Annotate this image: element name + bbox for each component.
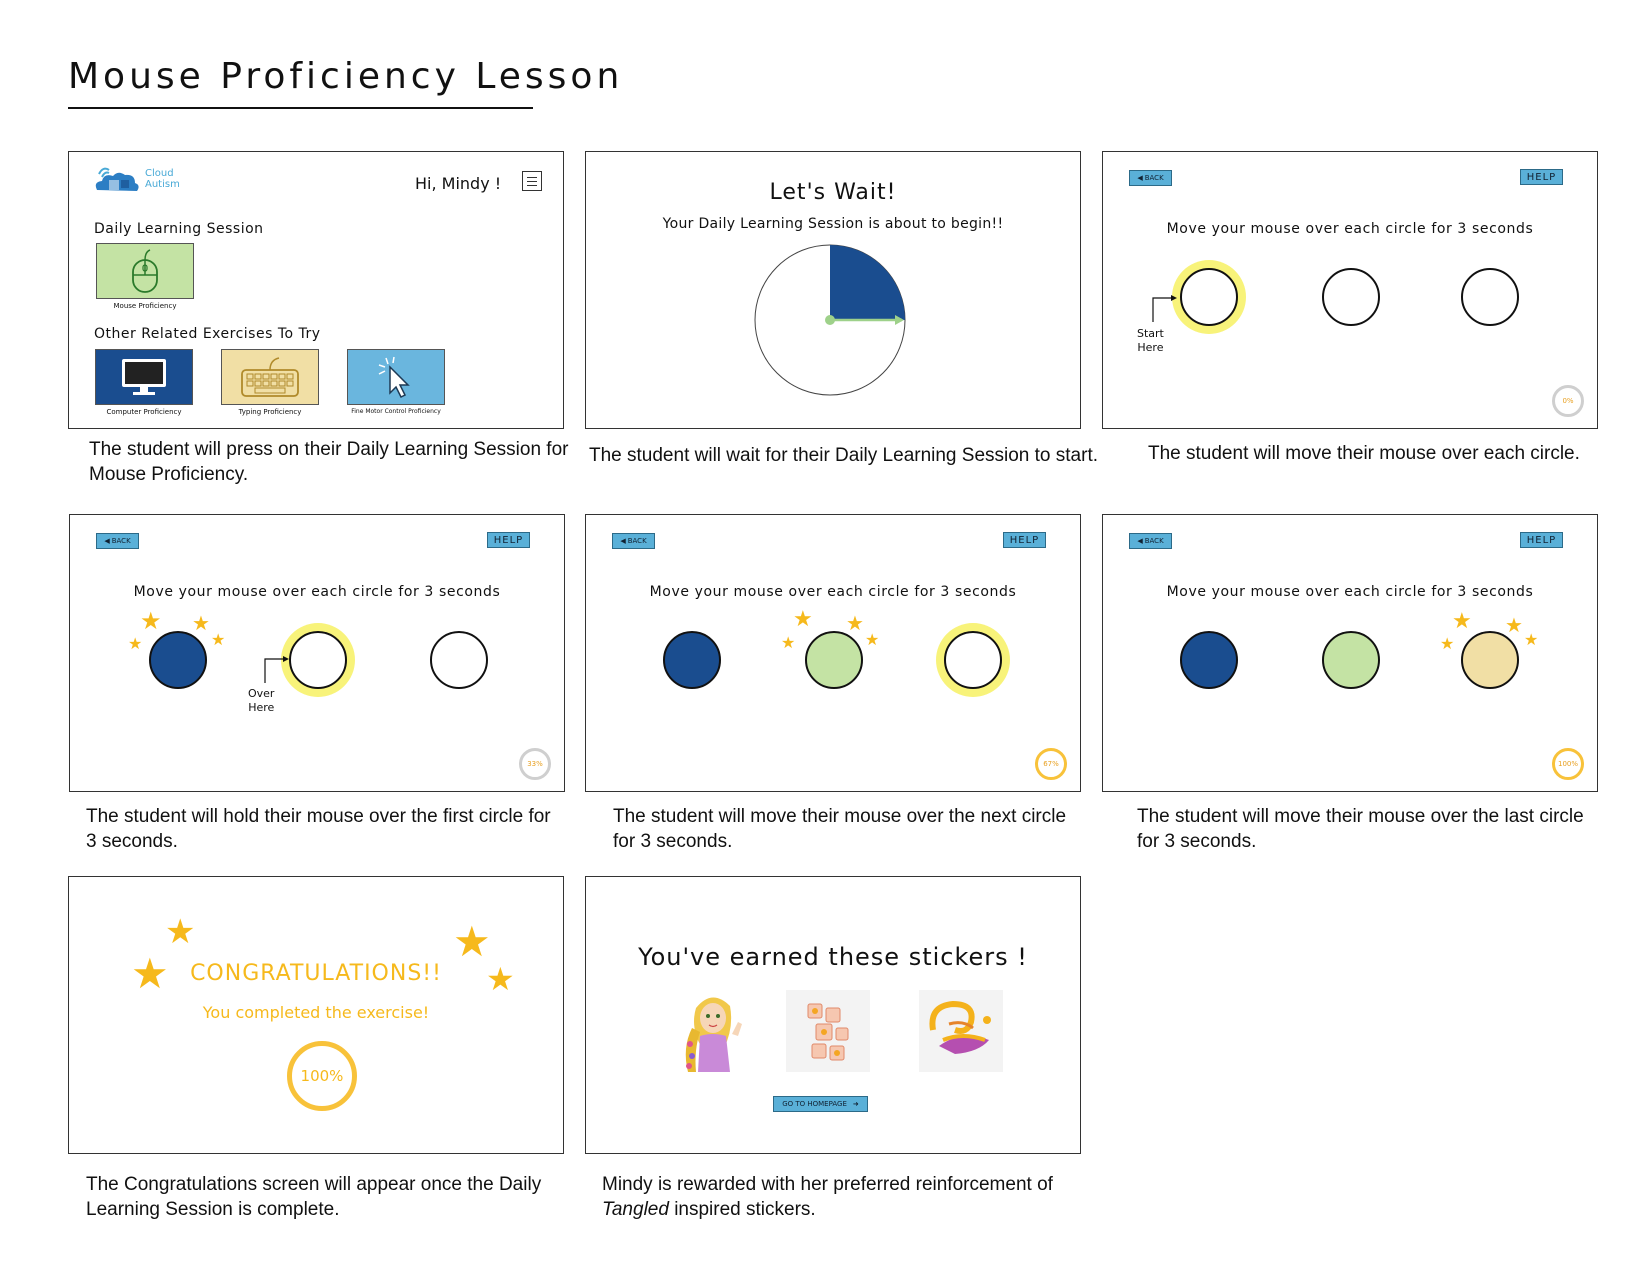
star-icon: ★ xyxy=(486,960,515,998)
greeting: Hi, Mindy ! xyxy=(415,174,502,193)
arrow-left-icon: ◀ xyxy=(620,537,626,545)
fine-motor-tile[interactable] xyxy=(347,349,445,405)
arrow-left-icon: ◀ xyxy=(1137,537,1143,545)
help-button[interactable]: HELP xyxy=(1003,532,1046,548)
help-button[interactable]: HELP xyxy=(1520,532,1563,548)
star-icon: ★ xyxy=(211,630,226,649)
cloud-autism-logo-icon xyxy=(93,160,143,196)
help-button[interactable]: HELP xyxy=(1520,169,1563,185)
tangled-logo-sticker[interactable] xyxy=(919,990,1003,1072)
star-icon: ★ xyxy=(165,912,196,952)
target-circle-3[interactable] xyxy=(944,631,1002,689)
target-circle-3-complete[interactable] xyxy=(1461,631,1519,689)
target-circle-1[interactable] xyxy=(1180,268,1238,326)
keyboard-icon xyxy=(239,356,301,398)
instruction-text: Move your mouse over each circle for 3 seconds xyxy=(649,584,1017,600)
page-title: Mouse Proficiency Lesson xyxy=(68,56,624,97)
target-circle-3[interactable] xyxy=(1461,268,1519,326)
mouse-proficiency-tile[interactable] xyxy=(96,243,194,299)
star-icon: ★ xyxy=(128,634,143,653)
lanterns-icon xyxy=(786,990,870,1072)
star-icon: ★ xyxy=(131,949,169,998)
instruction-text: Move your mouse over each circle for 3 seconds xyxy=(1166,584,1534,600)
caption-wait: The student will wait for their Daily Learning Session to start. xyxy=(589,445,1099,466)
star-icon: ★ xyxy=(793,607,813,632)
star-icon: ★ xyxy=(846,611,864,635)
panel-first-circle xyxy=(69,514,565,792)
go-to-homepage-button[interactable]: GO TO HOMEPAGE ➜ xyxy=(773,1096,868,1112)
caption-congratulations: The Congratulations screen will appear once the Daily Learning Session is complete. xyxy=(86,1174,542,1220)
target-circle-3[interactable] xyxy=(430,631,488,689)
lanterns-sticker[interactable] xyxy=(786,990,870,1072)
congrats-subheading: You completed the exercise! xyxy=(202,1003,430,1022)
wait-subheading: Your Daily Learning Session is about to begin!! xyxy=(662,216,1004,232)
back-button[interactable]: ◀ BACK xyxy=(1129,533,1172,549)
star-icon: ★ xyxy=(1505,613,1523,637)
mouse-proficiency-label: Mouse Proficiency xyxy=(113,302,177,310)
section-other-exercises: Other Related Exercises To Try xyxy=(94,326,321,342)
pointer-arrow-icon xyxy=(263,655,293,685)
progress-indicator: 67% xyxy=(1035,748,1067,780)
cursor-icon xyxy=(376,355,416,399)
hamburger-icon[interactable] xyxy=(522,171,542,191)
caption-last-circle: The student will move their mouse over the last circle for 3 seconds. xyxy=(1137,806,1584,852)
caption-next-circle: The student will move their mouse over the next circle for 3 seconds. xyxy=(613,806,1067,852)
help-button[interactable]: HELP xyxy=(487,532,530,548)
caption-stickers: Mindy is rewarded with her preferred reinforcement of Tangled inspired stickers. xyxy=(602,1174,1053,1220)
target-circle-1-complete[interactable] xyxy=(149,631,207,689)
star-icon: ★ xyxy=(1452,609,1472,634)
caption-home: The student will press on their Daily Learning Session for Mouse Proficiency. xyxy=(89,439,569,485)
start-here-hint: Start Here xyxy=(1137,327,1164,354)
loading-timer xyxy=(752,242,908,398)
caption-start: The student will move their mouse over each circle. xyxy=(1148,443,1580,464)
back-button[interactable]: ◀ BACK xyxy=(612,533,655,549)
panel-last-circle xyxy=(1102,514,1598,792)
section-daily-session: Daily Learning Session xyxy=(94,221,264,237)
pointer-arrow-icon xyxy=(1151,294,1181,324)
star-icon: ★ xyxy=(192,611,210,635)
progress-indicator: 100% xyxy=(1552,748,1584,780)
instruction-text: Move your mouse over each circle for 3 seconds xyxy=(133,584,501,600)
title-underline xyxy=(68,107,533,109)
target-circle-1-complete[interactable] xyxy=(1180,631,1238,689)
target-circle-2-complete[interactable] xyxy=(805,631,863,689)
panel-wait xyxy=(585,151,1081,429)
star-icon: ★ xyxy=(781,633,796,652)
target-circle-2[interactable] xyxy=(1322,268,1380,326)
star-icon: ★ xyxy=(1440,634,1455,653)
arrow-left-icon: ◀ xyxy=(1137,174,1143,182)
over-here-hint: Over Here xyxy=(248,687,275,714)
panel-stickers xyxy=(585,876,1081,1154)
congrats-heading: CONGRATULATIONS!! xyxy=(190,961,442,986)
star-icon: ★ xyxy=(865,630,880,649)
wait-heading: Let's Wait! xyxy=(769,180,897,205)
panel-next-circle xyxy=(585,514,1081,792)
typing-proficiency-tile[interactable] xyxy=(221,349,319,405)
panel-home xyxy=(68,151,564,429)
caption-first-circle: The student will hold their mouse over the first circle for 3 seconds. xyxy=(86,806,551,852)
instruction-text: Move your mouse over each circle for 3 seconds xyxy=(1166,221,1534,237)
back-button[interactable]: ◀ BACK xyxy=(1129,170,1172,186)
computer-proficiency-tile[interactable] xyxy=(95,349,193,405)
target-circle-2-complete[interactable] xyxy=(1322,631,1380,689)
stickers-heading: You've earned these stickers ! xyxy=(638,943,1028,971)
back-button[interactable]: ◀ BACK xyxy=(96,533,139,549)
computer-proficiency-label: Computer Proficiency xyxy=(106,408,182,416)
progress-indicator: 33% xyxy=(519,748,551,780)
rapunzel-sticker[interactable] xyxy=(672,988,754,1074)
fine-motor-label: Fine Motor Control Proficiency xyxy=(351,408,441,415)
target-circle-2[interactable] xyxy=(289,631,347,689)
panel-congratulations xyxy=(68,876,564,1154)
star-icon: ★ xyxy=(453,917,491,966)
panel-start xyxy=(1102,151,1598,429)
typing-proficiency-label: Typing Proficiency xyxy=(238,408,302,416)
progress-indicator: 0% xyxy=(1552,385,1584,417)
star-icon: ★ xyxy=(140,607,162,635)
target-circle-1-complete[interactable] xyxy=(663,631,721,689)
star-icon: ★ xyxy=(1524,630,1539,649)
arrow-right-icon: ➜ xyxy=(852,1100,859,1108)
monitor-icon xyxy=(119,357,169,397)
tangled-icon xyxy=(919,990,1003,1072)
mouse-icon xyxy=(130,248,160,294)
arrow-left-icon: ◀ xyxy=(104,537,110,545)
completion-badge: 100% xyxy=(287,1041,357,1111)
logo-text: Cloud Autism xyxy=(145,168,180,190)
